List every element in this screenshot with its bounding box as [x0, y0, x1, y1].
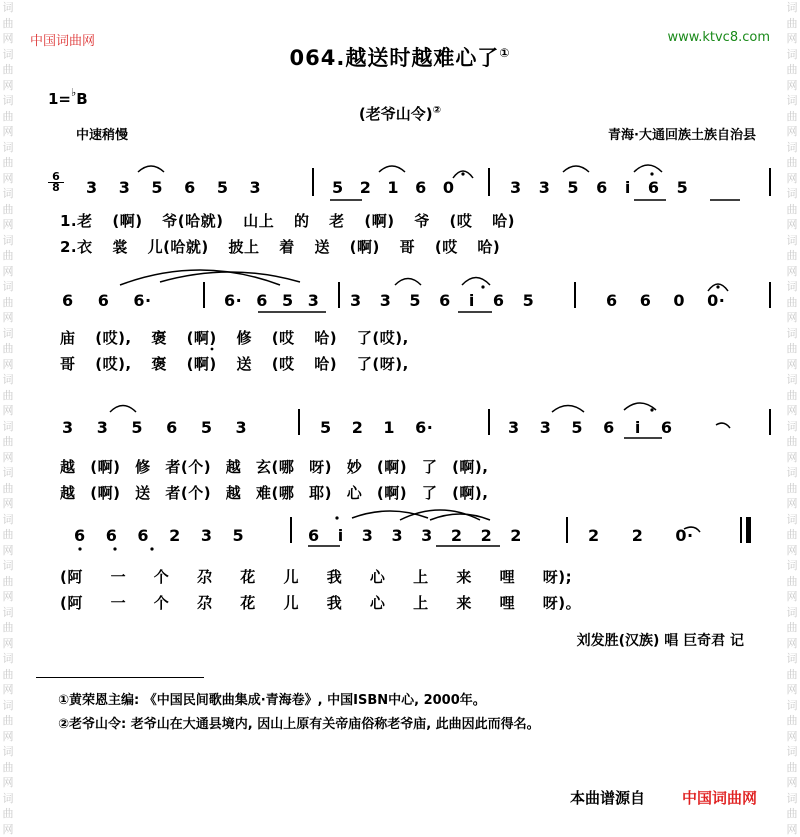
lyric-line-3-verse-1: 越 (啊) 修 者(个) 越 玄(哪 呀) 妙 (啊) 了 (啊), [60, 458, 489, 476]
footnote-2: ②老爷山令: 老爷山在大通县境内, 因山上原有关帝庙俗称老爷庙, 此曲因此而得名。 [58, 717, 540, 732]
lyric-line-2-verse-1: 庙 (哎), 褒 (啊) 修 (哎 哈) 了(哎), [60, 329, 409, 347]
lyric-line-4-verse-2: (阿 一 个 尕 花 儿 我 心 上 来 哩 呀)。 [60, 594, 582, 612]
subtitle-text: (老爷山令) [358, 105, 433, 123]
slur [634, 165, 662, 172]
fermata-dot [716, 285, 719, 288]
measure-4-1: 6 6 6 2 3 5 [74, 526, 245, 545]
slur [110, 406, 136, 413]
credit-line: 刘发胜(汉族) 唱 巨奇君 记 [576, 633, 744, 649]
slur [160, 272, 300, 282]
measure-2-4: 6 6 0 0· [606, 291, 726, 310]
measure-2-3: 3 3 5 6 i 6 5 [350, 291, 535, 310]
octave-dot [335, 516, 338, 519]
lyric-line-2-verse-2: 哥 (哎), 褒 (啊) 送 (哎 哈) 了(呀), [60, 355, 409, 373]
tempo-marking: 中速稍慢 [76, 128, 129, 143]
octave-dot [650, 172, 653, 175]
site-url-right[interactable]: www.ktvc8.com [667, 30, 770, 45]
tie-arrow [684, 527, 700, 532]
meter-top: 6 [52, 170, 60, 183]
key-note: B [76, 90, 88, 108]
slur [379, 166, 405, 172]
tie-arrow [716, 423, 730, 428]
octave-dot [113, 547, 116, 550]
octave-dot [78, 547, 81, 550]
slur [552, 406, 584, 413]
slur [462, 278, 490, 286]
key-prefix: 1= [48, 90, 72, 108]
site-name-left[interactable]: 中国词曲网 [30, 34, 96, 49]
subtitle-footnote-mark: ② [432, 105, 442, 116]
octave-dot [150, 547, 153, 550]
measure-2-2: 6· 6 5 3 [224, 291, 320, 310]
slur [138, 166, 164, 172]
title-footnote-mark: ① [499, 46, 511, 60]
footnote-1: ①黄荣恩主编: 《中国民间歌曲集成·青海卷》, 中国ISBN中心, 2000年。 [58, 693, 486, 708]
measure-1-3: 3 3 5 6 i 6 5 [510, 178, 689, 197]
slur [563, 166, 589, 172]
watermark-left: 词曲网词曲网词曲网词曲网词曲网词曲网词曲网词曲网词曲网词曲网词曲网词曲网词曲网词曲网词曲网词曲网词曲网词曲网 [2, 1, 14, 836]
octave-dot [650, 408, 653, 411]
measure-4-2: 6 i 3 3 3 2 2 2 [308, 526, 522, 545]
measure-3-1: 3 3 5 6 5 3 [62, 418, 248, 437]
measure-3-2: 5 2 1 6· [320, 418, 434, 437]
flat-symbol: ♭ [71, 86, 77, 99]
octave-dot [481, 285, 484, 288]
source-link[interactable]: 中国词曲网 [682, 789, 758, 807]
measure-1-1: 3 3 5 6 5 3 [86, 178, 262, 197]
lyric-line-1-verse-1: 1.老 (啊) 爷(哈就) 山上 的 老 (啊) 爷 (哎 哈) [60, 212, 515, 230]
measure-2-1: 6 6 6· [62, 291, 152, 310]
source-label: 本曲谱源自 [570, 789, 646, 807]
slur [430, 514, 490, 520]
measure-4-3: 2 2 0· [588, 526, 694, 545]
octave-dot [211, 348, 214, 351]
region-label: 青海·大通回族土族自治县 [608, 128, 756, 143]
slur [352, 511, 428, 518]
measure-3-3: 3 3 5 6 i 6 [508, 418, 673, 437]
meter-bottom: 8 [48, 182, 64, 193]
footnote-rule [36, 677, 204, 678]
measure-1-2: 5 2 1 6 0 [332, 178, 455, 197]
slur [395, 279, 421, 286]
lyric-line-4-verse-1: (阿 一 个 尕 花 儿 我 心 上 来 哩 呀); [60, 568, 573, 586]
slur [120, 270, 280, 285]
watermark-right: 词曲网词曲网词曲网词曲网词曲网词曲网词曲网词曲网词曲网词曲网词曲网词曲网词曲网词曲网词曲网词曲网词曲网词曲网 [786, 1, 798, 836]
lyric-line-3-verse-2: 越 (啊) 送 者(个) 越 难(哪 耶) 心 (啊) 了 (啊), [60, 484, 489, 502]
fermata-dot [461, 172, 464, 175]
song-title-text: 064.越送时越难心了 [289, 46, 500, 70]
lyric-line-1-verse-2: 2.衣 裳 儿(哈就) 披上 着 送 (啊) 哥 (哎 哈) [60, 238, 501, 256]
